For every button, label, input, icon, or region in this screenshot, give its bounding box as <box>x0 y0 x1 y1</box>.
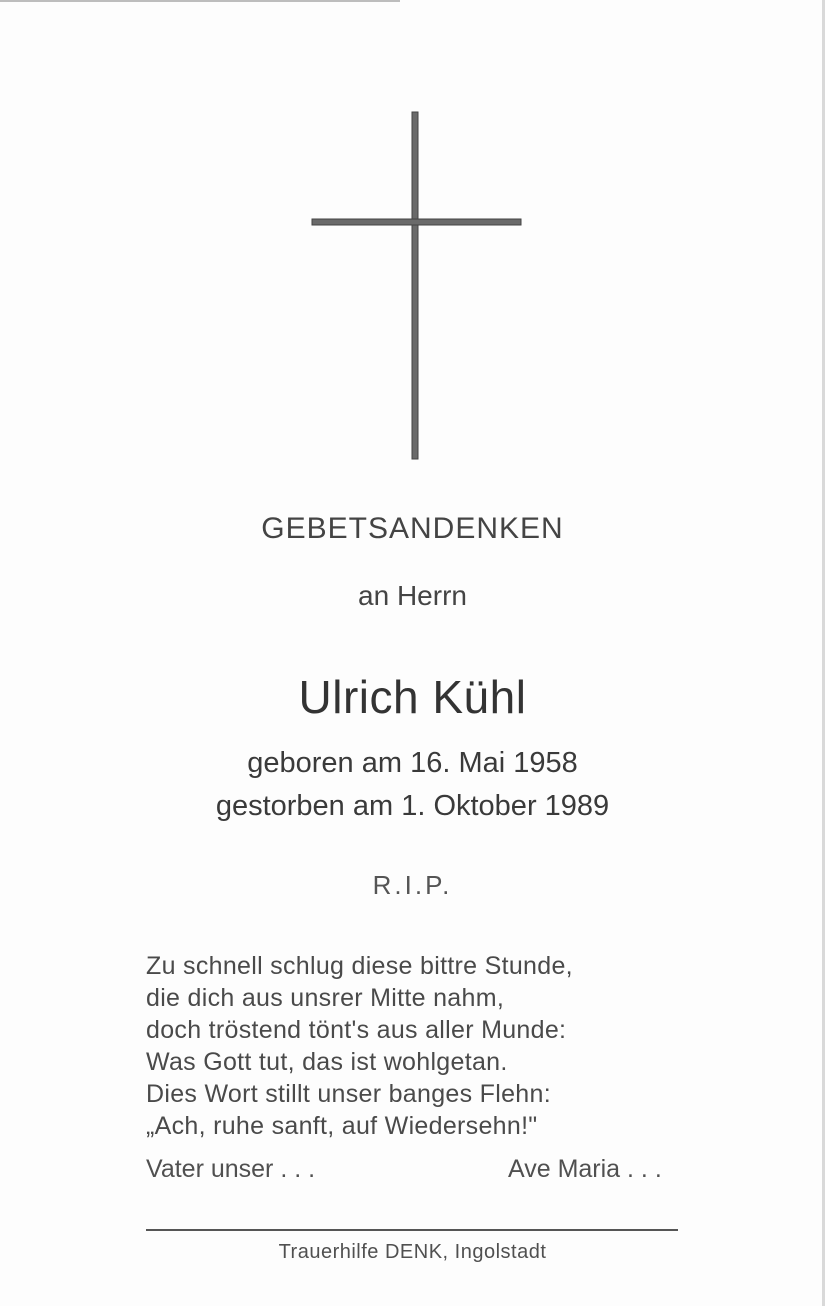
prayer-vater-unser: Vater unser . . . <box>146 1155 316 1183</box>
rip-text: R.I.P. <box>372 870 453 900</box>
deceased-name: Ulrich Kühl <box>298 671 527 723</box>
publisher-footer: Trauerhilfe DENK, Ingolstadt <box>278 1241 547 1263</box>
poem-line: die dich aus unsrer Mitte nahm, <box>146 984 505 1012</box>
poem-line: Dies Wort stillt unser banges Flehn: <box>146 1080 551 1108</box>
prayer-ave-maria: Ave Maria . . . <box>508 1155 662 1183</box>
footer-divider <box>146 1229 678 1231</box>
poem-line: Was Gott tut, das ist wohlgetan. <box>146 1048 508 1076</box>
death-date: gestorben am 1. Oktober 1989 <box>215 790 610 822</box>
poem-line: doch tröstend tönt's aus aller Munde: <box>146 1016 567 1044</box>
salutation: an Herrn <box>358 580 467 611</box>
card-heading: GEBETSANDENKEN <box>261 512 564 545</box>
poem-line: „Ach, ruhe sanft, auf Wiedersehn!" <box>146 1112 538 1140</box>
poem-line: Zu schnell schlug diese bittre Stunde, <box>146 952 573 980</box>
cross-icon <box>0 0 825 470</box>
birth-date: geboren am 16. Mai 1958 <box>247 747 578 779</box>
memorial-poem <box>146 950 706 1142</box>
